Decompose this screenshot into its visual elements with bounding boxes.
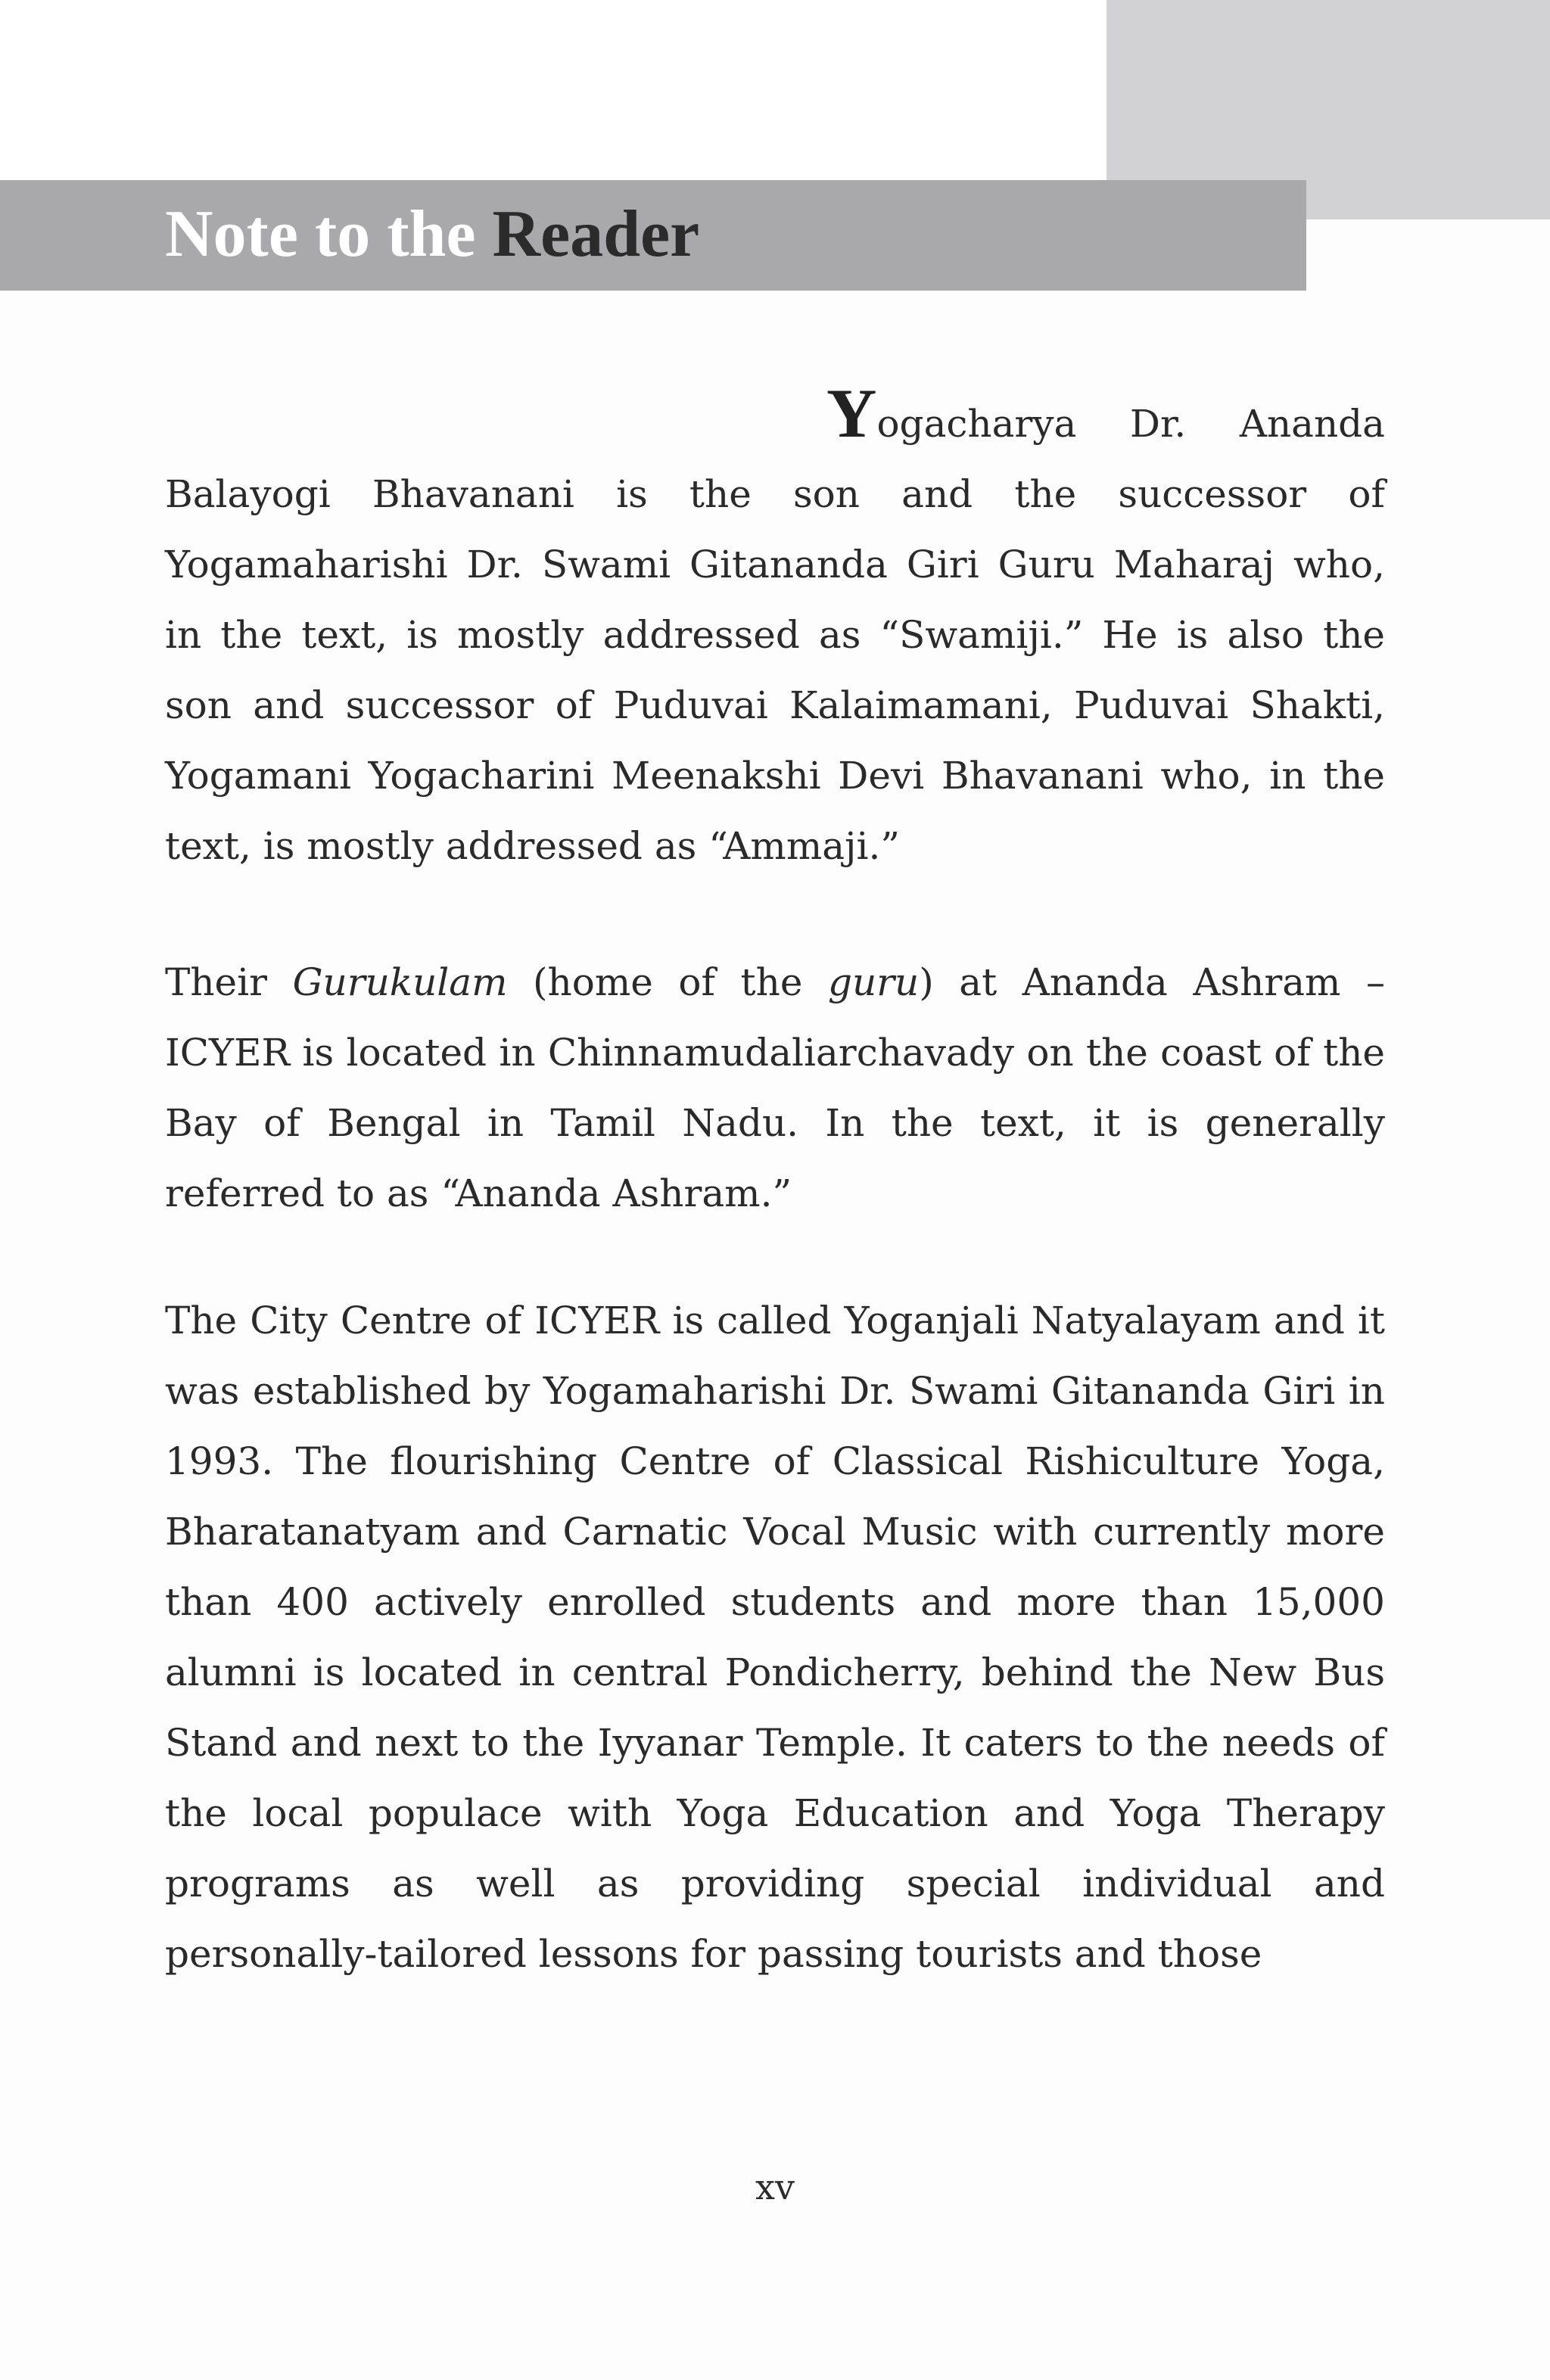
paragraph-city-centre xyxy=(165,1286,1385,1990)
drop-cap: Y xyxy=(826,375,877,452)
page-title xyxy=(165,189,699,280)
paragraph-intro xyxy=(165,375,1385,882)
guru-term: guru xyxy=(827,960,920,1004)
paragraph-gurukulam-text-1: Their xyxy=(165,960,293,1004)
paragraph-gurukulam-text-2: (home of the xyxy=(507,960,828,1004)
paragraph-gurukulam-text-3: ) at Ananda Ashram – ICYER is located in Chinnamudaliarchavady on the coast of the Bay of Bengal in Tamil Nadu. In the text, it is generally referred to as “Ananda Ashram.” xyxy=(165,960,1385,1215)
paragraph-gurukulam xyxy=(165,947,1385,1229)
paragraph-city-centre-text: The City Centre of ICYER is called Yoganjali Natyalayam and it was established by Yogamaharishi Dr. Swami Gitananda Giri in 1993. The flourishing Centre of Classical Rishiculture Yoga, Bharatanatyam and Carnatic Vocal Music with currently more than 400 actively enrolled students and more than 15,000 alumni is located in central Pondicherry, behind the New Bus Stand and next to the Iyyanar Temple. It caters to the needs of the local populace with Yoga Education and Yoga Therapy programs as well as providing special individual and personally-tailored lessons for passing tourists and those xyxy=(165,1299,1385,1976)
gurukulam-term: Gurukulam xyxy=(292,960,508,1004)
page-title-dark: Reader xyxy=(492,198,700,271)
paragraph-intro-text: ogacharya Dr. Ananda Balayogi Bhavanani is the son and the successor of Yogamaharishi Dr. Swami Gitananda Giri Guru Maharaj who, in the text, is mostly addressed as “Swamiji.” He is also the son and successor of Puduvai Kalaimamani, Puduvai Shakti, Yogamani Yogacharini Meenakshi Devi Bhavanani who, in the text, is mostly addressed as “Ammaji.” xyxy=(165,402,1385,868)
page-title-light: Note to the xyxy=(165,198,476,271)
page-number: xv xyxy=(755,2167,795,2207)
